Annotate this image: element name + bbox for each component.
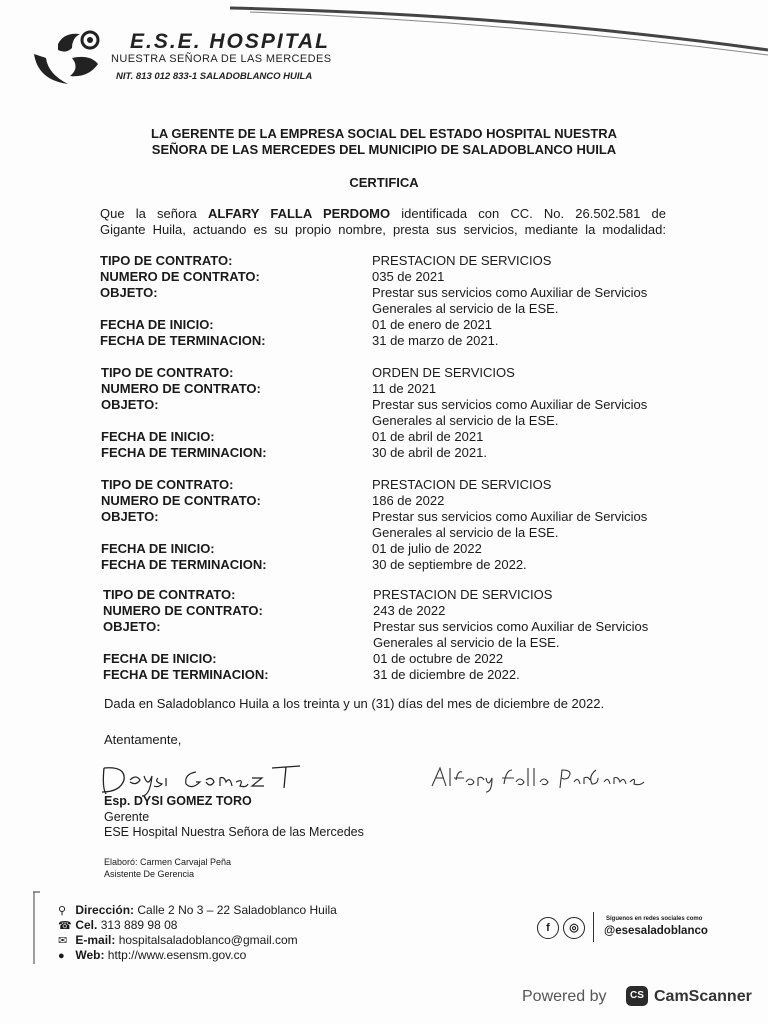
value-objeto-2: Generales al servicio de la ESE.	[373, 635, 560, 650]
footer-phone-label: Cel.	[75, 918, 98, 932]
intro-line-2: Gigante Huila, actuando es su propio nombre, presta sus servicios, mediante la modalidad:	[100, 222, 666, 237]
label-objeto: OBJETO:	[103, 619, 161, 634]
label-objeto: OBJETO:	[101, 397, 159, 412]
beneficiary-signature	[428, 762, 648, 794]
value-tipo: ORDEN DE SERVICIOS	[372, 365, 515, 380]
camscanner-name: CamScanner	[654, 988, 752, 1005]
value-numero: 186 de 2022	[372, 493, 445, 508]
dada-statement: Dada en Saladoblanco Huila a los treinta y un (31) días del mes de diciembre de 2022.	[104, 696, 605, 711]
label-tipo: TIPO DE CONTRATO:	[100, 253, 233, 268]
email-icon: ✉	[58, 935, 68, 947]
signer-name: Esp. DYSI GOMEZ TORO	[104, 794, 252, 808]
prepared-by: Elaboró: Carmen Carvajal Peña	[104, 857, 232, 867]
label-inicio: FECHA DE INICIO:	[103, 651, 217, 666]
value-numero: 11 de 2021	[372, 381, 437, 396]
value-terminacion: 30 de abril de 2021.	[372, 445, 487, 460]
value-objeto-1: Prestar sus servicios como Auxiliar de Servicios	[373, 619, 649, 634]
manager-signature	[96, 758, 306, 798]
label-terminacion: FECHA DE TERMINACION:	[101, 445, 267, 460]
value-inicio: 01 de enero de 2021	[372, 317, 492, 332]
title-line-2: SEÑORA DE LAS MERCEDES DEL MUNICIPIO DE SALADOBLANCO HUILA	[151, 142, 617, 157]
intro-suffix: identificada con CC. No. 26.502.581 de	[401, 206, 666, 221]
value-tipo: PRESTACION DE SERVICIOS	[372, 253, 552, 268]
value-terminacion: 31 de marzo de 2021.	[372, 333, 499, 348]
header-title: E.S.E. HOSPITAL	[130, 30, 330, 53]
label-numero: NUMERO DE CONTRATO:	[101, 493, 261, 508]
label-objeto: OBJETO:	[101, 509, 159, 524]
footer-email-label: E-mail:	[75, 933, 116, 947]
intro-line-1	[100, 206, 666, 221]
globe-icon: ●	[58, 950, 65, 962]
location-icon: ⚲	[58, 905, 67, 917]
footer-email	[58, 933, 298, 947]
label-terminacion: FECHA DE TERMINACION:	[100, 333, 266, 348]
atentamente: Atentamente,	[104, 732, 182, 747]
contract-block-4	[103, 587, 743, 687]
facebook-icon: f	[537, 917, 559, 939]
footer-email-value: hospitalsaladoblanco@gmail.com	[118, 933, 298, 947]
social-divider	[593, 912, 594, 942]
contract-block-1	[100, 253, 740, 353]
title-line-1: LA GERENTE DE LA EMPRESA SOCIAL DEL ESTADO HOSPITAL NUESTRA	[150, 126, 618, 141]
footer-phone-value: 313 889 98 08	[100, 918, 178, 932]
label-tipo: TIPO DE CONTRATO:	[101, 477, 234, 492]
instagram-icon: ◎	[563, 917, 585, 939]
hospital-logo-icon	[28, 24, 104, 88]
value-objeto-1: Prestar sus servicios como Auxiliar de Servicios	[372, 397, 648, 412]
label-numero: NUMERO DE CONTRATO:	[103, 603, 263, 618]
value-numero: 243 de 2022	[373, 603, 446, 618]
contract-block-3	[101, 477, 741, 577]
header-nit: NIT. 813 012 833-1 SALADOBLANCO HUILA	[116, 71, 313, 82]
phone-icon: ☎	[58, 920, 72, 932]
footer-web-value: http://www.esensm.gov.co	[107, 948, 247, 962]
header-subtitle: NUESTRA SEÑORA DE LAS MERCEDES	[111, 53, 332, 65]
intro-prefix: Que la señora	[100, 206, 197, 221]
certifica-heading: CERTIFICA	[349, 175, 419, 190]
value-numero: 035 de 2021	[372, 269, 445, 284]
value-objeto-2: Generales al servicio de la ESE.	[372, 301, 559, 316]
value-terminacion: 31 de diciembre de 2022.	[373, 667, 520, 682]
signer-organization: ESE Hospital Nuestra Señora de las Mercedes	[104, 825, 364, 839]
footer-web-label: Web:	[75, 948, 105, 962]
value-objeto-1: Prestar sus servicios como Auxiliar de Servicios	[372, 509, 648, 524]
value-inicio: 01 de abril de 2021	[372, 429, 484, 444]
page-corner-mark	[32, 890, 42, 965]
label-tipo: TIPO DE CONTRATO:	[103, 587, 236, 602]
label-inicio: FECHA DE INICIO:	[101, 429, 215, 444]
value-terminacion: 30 de septiembre de 2022.	[372, 557, 527, 572]
label-terminacion: FECHA DE TERMINACION:	[103, 667, 269, 682]
social-handle: @esesaladoblanco	[604, 925, 708, 937]
prepared-by-role: Asistente De Gerencia	[104, 869, 195, 879]
value-tipo: PRESTACION DE SERVICIOS	[373, 587, 553, 602]
label-numero: NUMERO DE CONTRATO:	[101, 381, 261, 396]
footer-address	[58, 903, 337, 917]
social-caption: Síguenos en redes sociales como	[606, 916, 703, 922]
value-tipo: PRESTACION DE SERVICIOS	[372, 477, 552, 492]
contract-block-2	[101, 365, 741, 465]
value-objeto-2: Generales al servicio de la ESE.	[372, 413, 559, 428]
label-objeto: OBJETO:	[100, 285, 158, 300]
value-inicio: 01 de julio de 2022	[372, 541, 482, 556]
footer-phone	[58, 918, 177, 932]
footer-web	[58, 948, 246, 962]
label-tipo: TIPO DE CONTRATO:	[101, 365, 234, 380]
footer-address-label: Dirección:	[75, 903, 135, 917]
signer-role: Gerente	[104, 810, 150, 824]
footer-address-value: Calle 2 No 3 – 22 Saladoblanco Huila	[137, 903, 337, 917]
label-terminacion: FECHA DE TERMINACION:	[101, 557, 267, 572]
intro-name: ALFARY FALLA PERDOMO	[207, 206, 391, 221]
camscanner-logo-icon: CS	[626, 986, 648, 1006]
label-inicio: FECHA DE INICIO:	[100, 317, 214, 332]
powered-by-text: Powered by	[522, 988, 607, 1005]
value-inicio: 01 de octubre de 2022	[373, 651, 504, 666]
value-objeto-2: Generales al servicio de la ESE.	[372, 525, 559, 540]
label-numero: NUMERO DE CONTRATO:	[100, 269, 260, 284]
value-objeto-1: Prestar sus servicios como Auxiliar de Servicios	[372, 285, 648, 300]
label-inicio: FECHA DE INICIO:	[101, 541, 215, 556]
